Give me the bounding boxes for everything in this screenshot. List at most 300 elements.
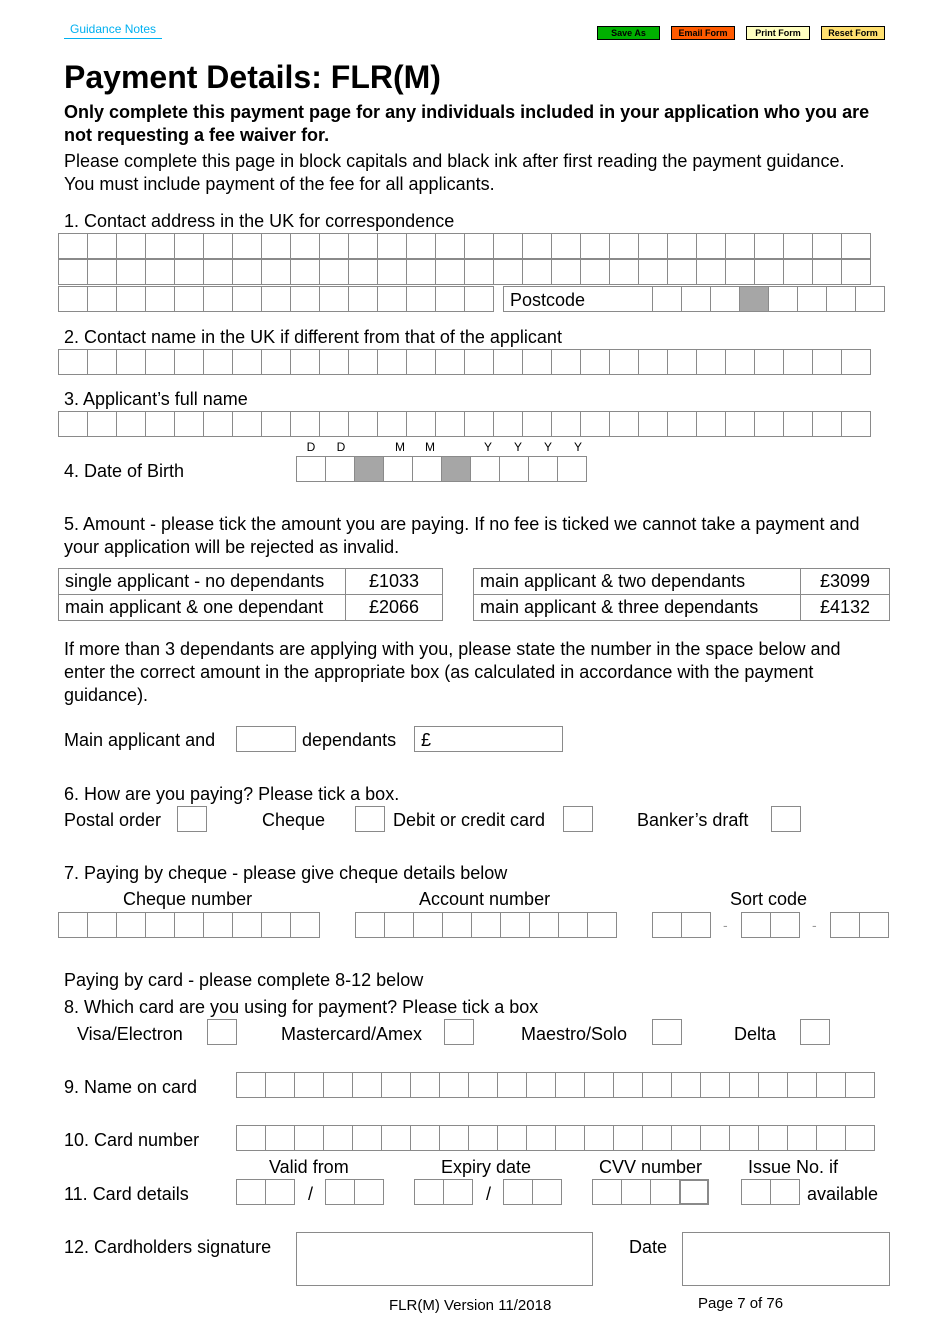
char-cell[interactable] [377,286,407,312]
char-cell[interactable] [412,456,442,482]
char-cell[interactable] [442,912,472,938]
postal-order-label: Postal order [64,810,162,830]
card-label: Debit or credit card [393,810,546,830]
char-cell[interactable] [493,411,523,437]
char-cell[interactable] [797,286,827,312]
q7-label: 7. Paying by cheque - please give cheque details below [64,863,508,883]
char-cell[interactable] [642,1072,672,1098]
char-cell[interactable] [522,259,552,285]
char-cell[interactable] [754,411,784,437]
cvv-input[interactable] [592,1179,709,1205]
email-form-button[interactable]: Email Form [671,26,735,40]
char-cell[interactable] [261,286,291,312]
char-cell[interactable] [58,259,88,285]
signature-box[interactable] [296,1232,593,1286]
char-cell[interactable] [203,411,233,437]
char-cell[interactable] [145,912,175,938]
char-cell[interactable] [739,286,769,312]
date-slash: / [486,1184,492,1204]
char-cell[interactable] [261,411,291,437]
char-cell[interactable] [638,233,668,259]
fee-row[interactable] [59,569,443,595]
delta-checkbox[interactable] [800,1019,830,1045]
char-cell[interactable] [290,259,320,285]
char-cell[interactable] [609,259,639,285]
form-version: FLR(M) Version 11/2018 [389,1297,552,1314]
char-cell[interactable] [406,233,436,259]
char-cell[interactable] [464,286,494,312]
char-cell[interactable] [232,411,262,437]
mastercard-label: Mastercard/Amex [281,1024,423,1044]
char-cell[interactable] [464,411,494,437]
fee-row[interactable] [474,595,890,621]
char-cell[interactable] [116,233,146,259]
cheque-checkbox[interactable] [355,806,385,832]
fee-row[interactable] [59,595,443,621]
char-cell[interactable] [499,456,529,482]
char-cell[interactable] [642,1125,672,1151]
char-cell[interactable] [116,912,146,938]
char-cell[interactable] [435,259,465,285]
char-cell[interactable] [859,912,889,938]
char-cell[interactable] [522,349,552,375]
char-cell[interactable] [787,1125,817,1151]
fee-table-left [58,568,443,621]
sort-code-3[interactable] [830,912,889,938]
expiry-date-label: Expiry date [441,1157,532,1177]
char-cell[interactable] [174,233,204,259]
maestro-checkbox[interactable] [652,1019,682,1045]
char-cell[interactable] [754,259,784,285]
char-cell[interactable] [667,233,697,259]
dob-letter: D [336,440,346,454]
dependants-note: If more than 3 dependants are applying with you, please state the number in the space below and enter the correct amount in the appropriate box (as calculated in accordance with the payment guidance). [64,639,841,705]
char-cell[interactable] [493,349,523,375]
char-cell[interactable] [352,1072,382,1098]
dob-letter: Y [483,440,492,454]
char-cell[interactable] [232,286,262,312]
mastercard-checkbox[interactable] [444,1019,474,1045]
char-cell[interactable] [232,233,262,259]
char-cell[interactable] [841,349,871,375]
char-cell[interactable] [609,411,639,437]
char-cell[interactable] [236,1125,266,1151]
char-cell[interactable] [116,286,146,312]
card-checkbox[interactable] [563,806,593,832]
visa-label: Visa/Electron [77,1024,183,1044]
char-cell[interactable] [529,912,559,938]
char-cell[interactable] [592,1179,622,1205]
address-line-1[interactable] [58,233,871,259]
dependants-count-input[interactable] [236,726,296,752]
card-number-input[interactable] [236,1125,875,1151]
card-section-label: Paying by card - please complete 8-12 below [64,970,424,990]
char-cell[interactable] [855,286,885,312]
account-number-label: Account number [419,889,551,909]
char-cell[interactable] [323,1125,353,1151]
char-cell[interactable] [381,1072,411,1098]
fee-row[interactable] [474,569,890,595]
char-cell[interactable] [348,259,378,285]
char-cell[interactable] [652,286,682,312]
char-cell[interactable] [236,1179,266,1205]
char-cell[interactable] [532,1179,562,1205]
char-cell[interactable] [758,1072,788,1098]
char-cell[interactable] [203,259,233,285]
visa-checkbox[interactable] [207,1019,237,1045]
char-cell[interactable] [232,912,262,938]
q6-label: 6. How are you paying? Please tick a box. [64,784,400,804]
char-cell[interactable] [841,259,871,285]
char-cell[interactable] [787,1072,817,1098]
char-cell[interactable] [783,233,813,259]
char-cell[interactable] [754,349,784,375]
char-cell[interactable] [725,259,755,285]
char-cell[interactable] [377,259,407,285]
char-cell[interactable] [555,1072,585,1098]
char-cell[interactable] [354,456,384,482]
char-cell[interactable] [754,233,784,259]
char-cell[interactable] [236,1072,266,1098]
char-cell[interactable] [348,349,378,375]
char-cell[interactable] [435,349,465,375]
char-cell[interactable] [323,1072,353,1098]
char-cell[interactable] [87,912,117,938]
char-cell[interactable] [580,411,610,437]
dob-input[interactable] [296,456,587,482]
print-form-button[interactable]: Print Form [746,26,810,40]
char-cell[interactable] [725,411,755,437]
char-cell[interactable] [203,912,233,938]
char-cell[interactable] [383,456,413,482]
valid-from-year[interactable] [325,1179,384,1205]
char-cell[interactable] [265,1072,295,1098]
char-cell[interactable] [325,1179,355,1205]
char-cell[interactable] [551,349,581,375]
char-cell[interactable] [58,411,88,437]
sort-code-dash: - [723,917,728,933]
char-cell[interactable] [294,1125,324,1151]
char-cell[interactable] [203,349,233,375]
char-cell[interactable] [830,912,860,938]
char-cell[interactable] [812,259,842,285]
char-cell[interactable] [638,411,668,437]
available-label: available [807,1184,879,1204]
char-cell[interactable] [783,349,813,375]
char-cell[interactable] [116,349,146,375]
char-cell[interactable] [406,349,436,375]
char-cell[interactable] [493,259,523,285]
char-cell[interactable] [174,912,204,938]
char-cell[interactable] [770,912,800,938]
char-cell[interactable] [464,259,494,285]
guidance-notes-link[interactable]: Guidance Notes [64,22,162,39]
char-cell[interactable] [638,349,668,375]
char-cell[interactable] [551,233,581,259]
char-cell[interactable] [435,286,465,312]
reset-form-button[interactable]: Reset Form [821,26,885,40]
char-cell[interactable] [587,912,617,938]
char-cell[interactable] [667,349,697,375]
q2-label: 2. Contact name in the UK if different from that of the applicant [64,327,562,347]
char-cell[interactable] [377,233,407,259]
char-cell[interactable] [354,1179,384,1205]
intro-text: Please complete this page in block capitals and black ink after first reading the payment guidance. You must include payment of the fee for all applicants. [64,151,845,194]
char-cell[interactable] [319,259,349,285]
char-cell[interactable] [500,912,530,938]
char-cell[interactable] [203,233,233,259]
char-cell[interactable] [410,1125,440,1151]
sort-code-dash: - [812,917,817,933]
contact-name-input[interactable] [58,349,871,375]
char-cell[interactable] [826,286,856,312]
char-cell[interactable] [551,259,581,285]
char-cell[interactable] [584,1072,614,1098]
char-cell[interactable] [700,1072,730,1098]
char-cell[interactable] [522,411,552,437]
char-cell[interactable] [406,411,436,437]
char-cell[interactable] [696,411,726,437]
char-cell[interactable] [671,1072,701,1098]
char-cell[interactable] [352,1125,382,1151]
char-cell[interactable] [406,286,436,312]
char-cell[interactable] [261,349,291,375]
fee-desc: main applicant & one dependant [59,595,346,621]
char-cell[interactable] [555,1125,585,1151]
char-cell[interactable] [348,411,378,437]
char-cell[interactable] [609,349,639,375]
char-cell[interactable] [58,233,88,259]
q1-label: 1. Contact address in the UK for correspondence [64,211,455,231]
fee-amount: £4132 [801,595,890,621]
char-cell[interactable] [468,1125,498,1151]
char-cell[interactable] [145,259,175,285]
char-cell[interactable] [174,286,204,312]
applicant-name-input[interactable] [58,411,871,437]
char-cell[interactable] [528,456,558,482]
char-cell[interactable] [384,912,414,938]
char-cell[interactable] [265,1179,295,1205]
cheque-number-input[interactable] [58,912,320,938]
char-cell[interactable] [470,456,500,482]
char-cell[interactable] [526,1072,556,1098]
sort-code-2[interactable] [741,912,800,938]
char-cell[interactable] [377,349,407,375]
sort-code-1[interactable] [652,912,711,938]
bankers-draft-checkbox[interactable] [771,806,801,832]
char-cell[interactable] [265,1125,295,1151]
char-cell[interactable] [812,349,842,375]
save-as-button[interactable]: Save As [597,26,660,40]
char-cell[interactable] [558,912,588,938]
char-cell[interactable] [145,286,175,312]
page-title: Payment Details: FLR(M) [64,59,441,95]
address-line-3[interactable] [58,286,494,312]
char-cell[interactable] [377,411,407,437]
char-cell[interactable] [580,259,610,285]
char-cell[interactable] [671,1125,701,1151]
char-cell[interactable] [290,912,320,938]
char-cell[interactable] [681,286,711,312]
char-cell[interactable] [551,411,581,437]
char-cell[interactable] [203,286,233,312]
char-cell[interactable] [741,912,771,938]
cheque-label: Cheque [262,810,326,830]
amount-input[interactable] [414,726,563,752]
char-cell[interactable] [58,349,88,375]
char-cell[interactable] [464,233,494,259]
char-cell[interactable] [174,259,204,285]
char-cell[interactable] [58,286,88,312]
char-cell[interactable] [87,233,117,259]
char-cell[interactable] [696,349,726,375]
char-cell[interactable] [638,259,668,285]
char-cell[interactable] [580,233,610,259]
char-cell[interactable] [816,1072,846,1098]
address-line-2[interactable] [58,259,871,285]
expiry-month[interactable] [414,1179,473,1205]
char-cell[interactable] [812,233,842,259]
char-cell[interactable] [290,349,320,375]
expiry-year[interactable] [503,1179,562,1205]
signature-date-box[interactable] [682,1232,890,1286]
char-cell[interactable] [652,912,682,938]
char-cell[interactable] [725,233,755,259]
postcode-input[interactable] [652,286,885,312]
char-cell[interactable] [696,233,726,259]
char-cell[interactable] [584,1125,614,1151]
char-cell[interactable] [116,259,146,285]
char-cell[interactable] [348,233,378,259]
char-cell[interactable] [296,456,326,482]
fee-table-right [473,568,890,621]
char-cell[interactable] [261,259,291,285]
char-cell[interactable] [319,233,349,259]
char-cell[interactable] [319,349,349,375]
char-cell[interactable] [174,411,204,437]
char-cell[interactable] [580,349,610,375]
char-cell[interactable] [435,411,465,437]
valid-from-month[interactable] [236,1179,295,1205]
char-cell[interactable] [679,1179,709,1205]
postal-order-checkbox[interactable] [177,806,207,832]
char-cell[interactable] [145,233,175,259]
char-cell[interactable] [294,1072,324,1098]
char-cell[interactable] [261,233,291,259]
char-cell[interactable] [439,1125,469,1151]
char-cell[interactable] [87,411,117,437]
char-cell[interactable] [557,456,587,482]
char-cell[interactable] [812,411,842,437]
char-cell[interactable] [845,1072,875,1098]
char-cell[interactable] [410,1072,440,1098]
char-cell[interactable] [613,1072,643,1098]
char-cell[interactable] [710,286,740,312]
char-cell[interactable] [232,259,262,285]
char-cell[interactable] [681,912,711,938]
char-cell[interactable] [613,1125,643,1151]
char-cell[interactable] [667,259,697,285]
char-cell[interactable] [174,349,204,375]
char-cell[interactable] [841,233,871,259]
char-cell[interactable] [667,411,697,437]
char-cell[interactable] [87,286,117,312]
bankers-draft-label: Banker’s draft [637,810,749,830]
char-cell[interactable] [503,1179,533,1205]
char-cell[interactable] [816,1125,846,1151]
char-cell[interactable] [497,1125,527,1151]
char-cell[interactable] [319,411,349,437]
char-cell[interactable] [319,286,349,312]
char-cell[interactable] [725,349,755,375]
char-cell[interactable] [414,1179,444,1205]
char-cell[interactable] [768,286,798,312]
char-cell[interactable] [609,233,639,259]
char-cell[interactable] [290,411,320,437]
char-cell[interactable] [413,912,443,938]
main-applicant-label: Main applicant and [64,730,216,750]
char-cell[interactable] [468,1072,498,1098]
char-cell[interactable] [439,1072,469,1098]
char-cell[interactable] [435,233,465,259]
cvv-label: CVV number [599,1157,703,1177]
char-cell[interactable] [325,456,355,482]
char-cell[interactable] [741,1179,771,1205]
char-cell[interactable] [783,259,813,285]
char-cell[interactable] [406,259,436,285]
date-label: Date [629,1237,668,1257]
char-cell[interactable] [261,912,291,938]
char-cell[interactable] [621,1179,651,1205]
char-cell[interactable] [700,1125,730,1151]
char-cell[interactable] [381,1125,411,1151]
char-cell[interactable] [729,1072,759,1098]
char-cell[interactable] [87,259,117,285]
char-cell[interactable] [441,456,471,482]
char-cell[interactable] [116,411,146,437]
char-cell[interactable] [58,912,88,938]
char-cell[interactable] [770,1179,800,1205]
char-cell[interactable] [783,411,813,437]
char-cell[interactable] [145,349,175,375]
delta-label: Delta [734,1024,777,1044]
char-cell[interactable] [145,411,175,437]
issue-number-input[interactable] [741,1179,800,1205]
char-cell[interactable] [729,1125,759,1151]
char-cell[interactable] [290,233,320,259]
char-cell[interactable] [758,1125,788,1151]
char-cell[interactable] [526,1125,556,1151]
char-cell[interactable] [841,411,871,437]
char-cell[interactable] [87,349,117,375]
char-cell[interactable] [522,233,552,259]
char-cell[interactable] [497,1072,527,1098]
char-cell[interactable] [471,912,501,938]
char-cell[interactable] [290,286,320,312]
char-cell[interactable] [348,286,378,312]
char-cell[interactable] [696,259,726,285]
char-cell[interactable] [650,1179,680,1205]
char-cell[interactable] [232,349,262,375]
char-cell[interactable] [493,233,523,259]
dob-letter: M [395,440,405,454]
char-cell[interactable] [355,912,385,938]
char-cell[interactable] [443,1179,473,1205]
account-number-input[interactable] [355,912,617,938]
char-cell[interactable] [464,349,494,375]
char-cell[interactable] [845,1125,875,1151]
name-on-card-input[interactable] [236,1072,875,1098]
